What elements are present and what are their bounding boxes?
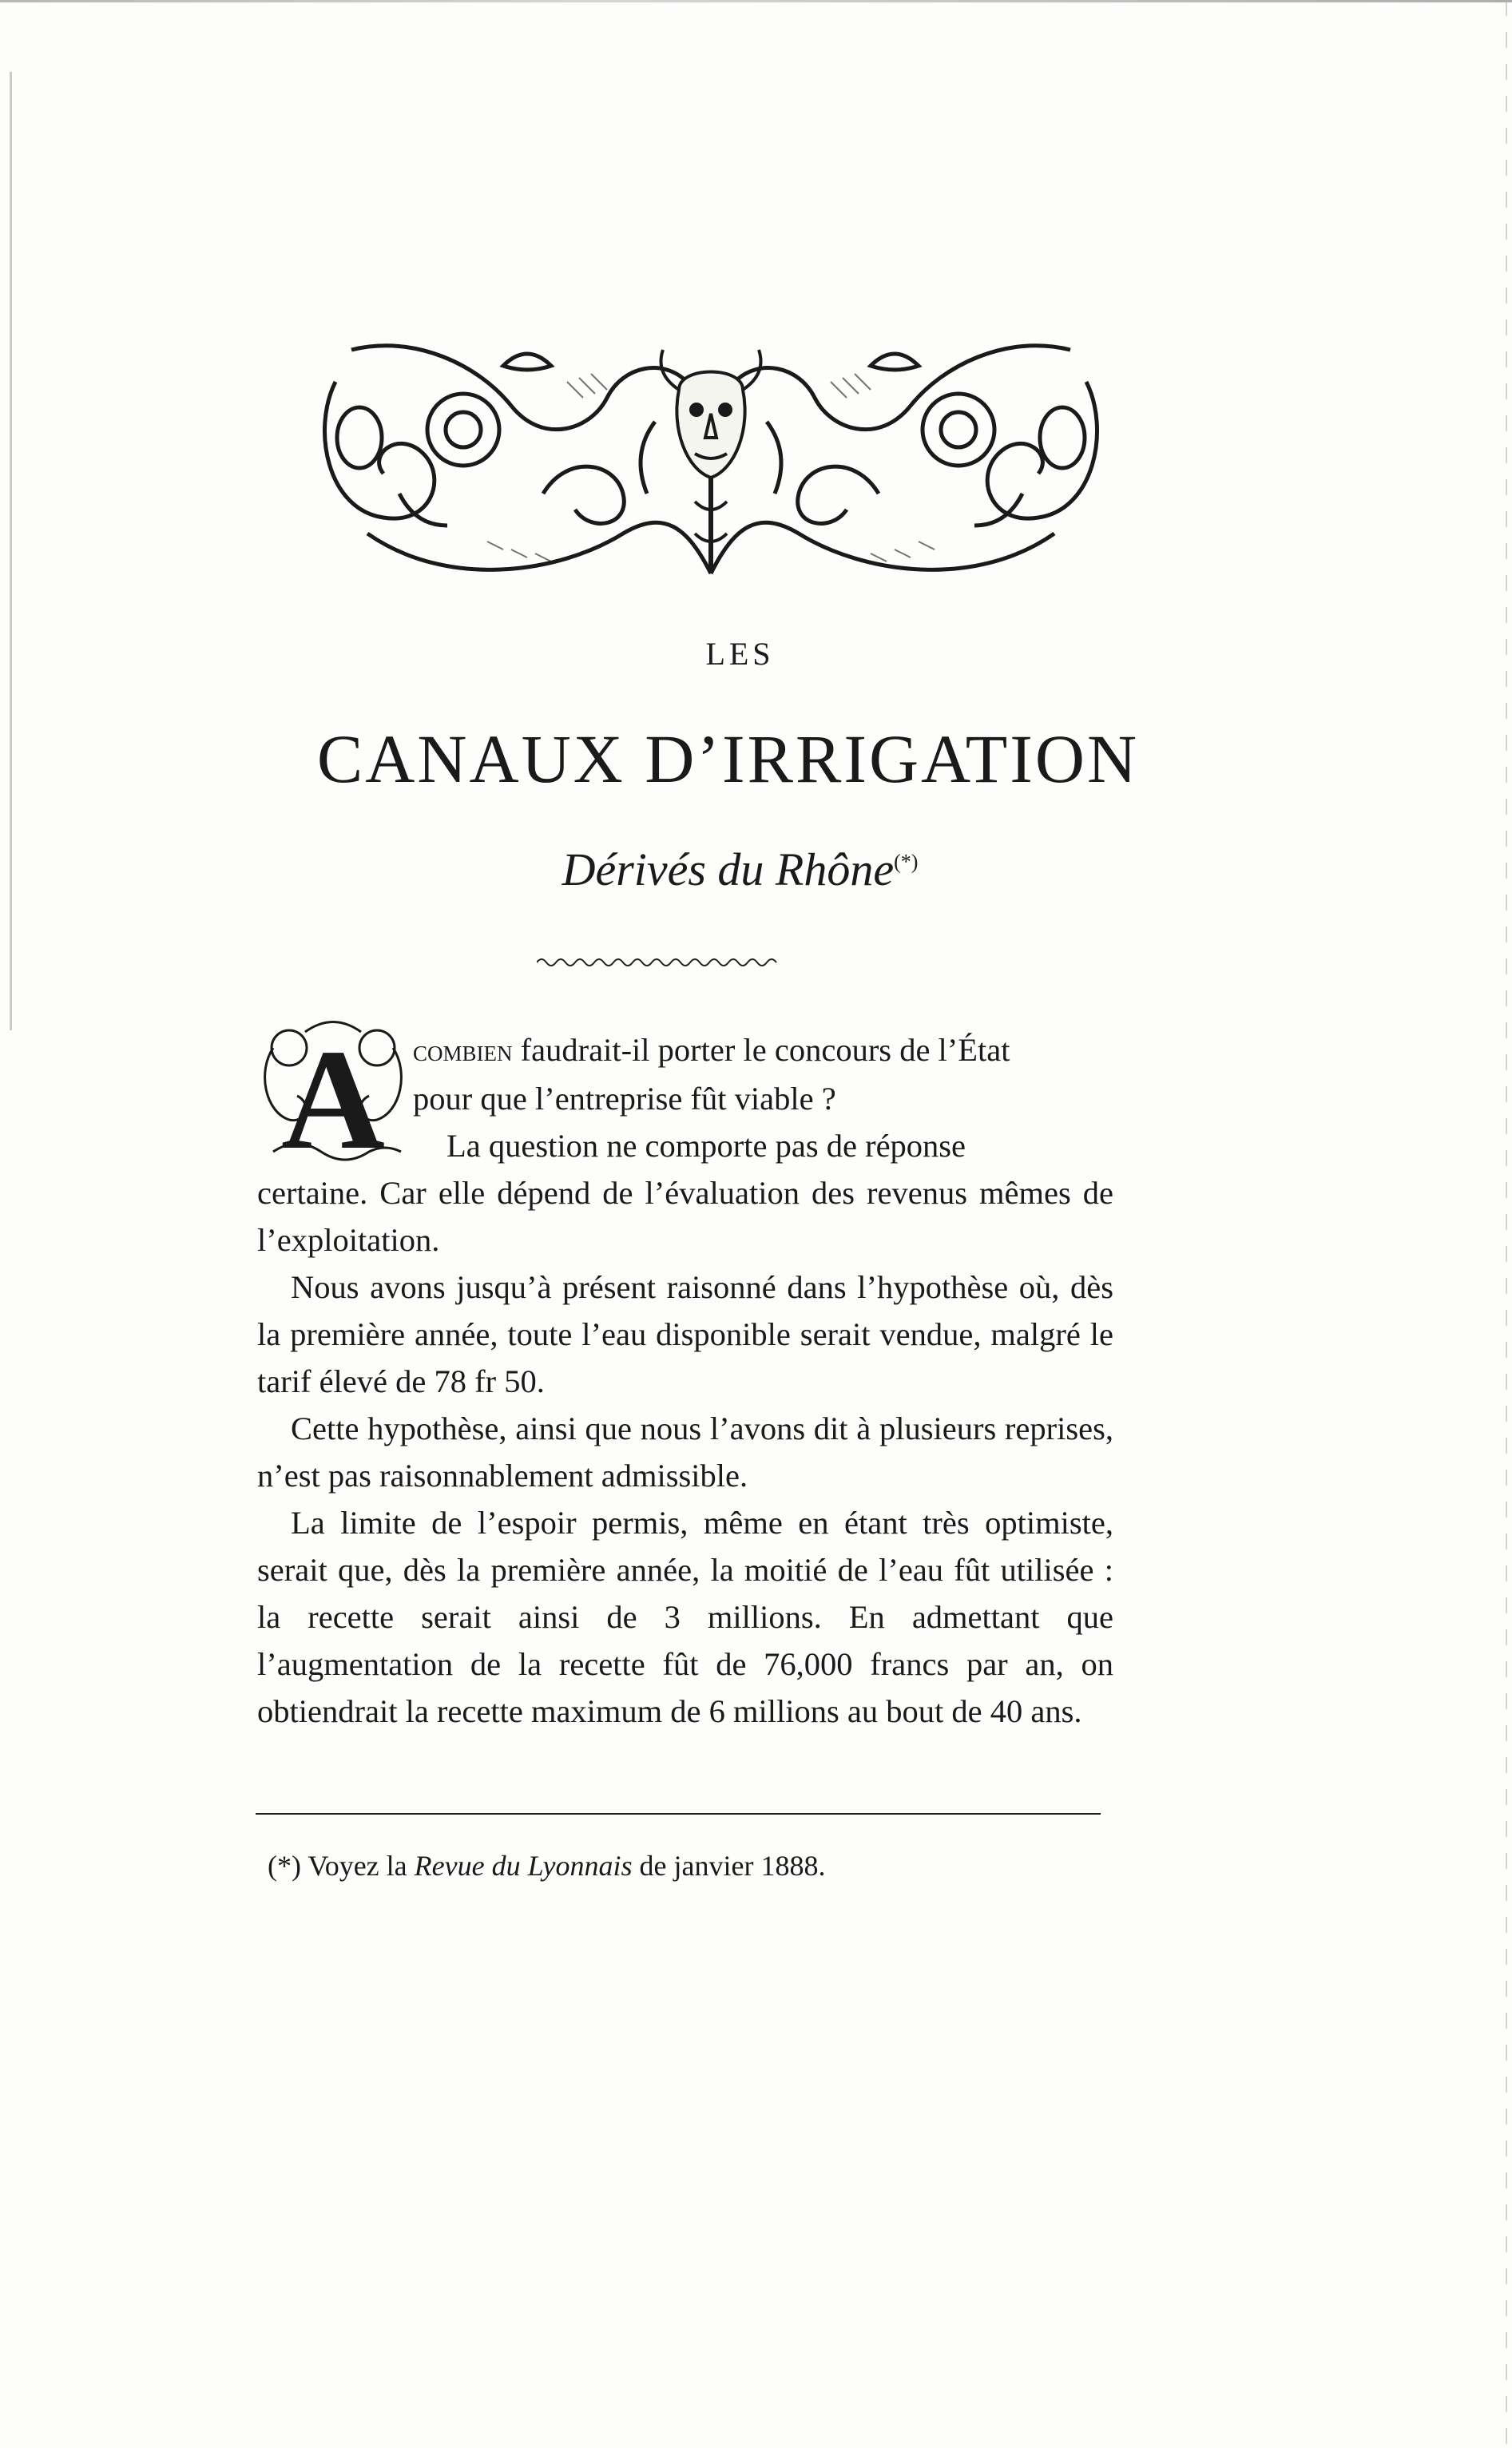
line-1-rest: faudrait-il porter le concours de l’État	[520, 1032, 1010, 1068]
paragraph-1-continuation: certaine. Car elle dépend de l’évaluation des revenus mêmes de l’exploitation.	[257, 1175, 1113, 1258]
footnote	[268, 1849, 825, 1883]
line-2: pour que l’entreprise fût viable ?	[413, 1081, 836, 1117]
scan-edge-right	[1506, 0, 1507, 2448]
opening-word: combien	[413, 1034, 513, 1068]
headpiece-ornament-icon	[304, 334, 1118, 589]
dropcap-text: A	[281, 1020, 385, 1168]
footnote-prefix: Voyez la	[308, 1850, 407, 1882]
squiggle-divider-icon	[537, 954, 783, 970]
subtitle	[0, 843, 1512, 896]
footnote-suffix: de janvier 1888.	[639, 1850, 826, 1882]
page-title: CANAUX D’IRRIGATION	[316, 720, 1140, 797]
paragraph-1-opening	[257, 1026, 1113, 1169]
body-text	[257, 1026, 1113, 1735]
subtitle-footnote-mark: (*)	[894, 850, 919, 874]
paragraph-3: Cette hypothèse, ainsi que nous l’avons dit à plusieurs reprises, n’est pas raisonnablement admissible.	[257, 1410, 1113, 1494]
subtitle-text: Dérivés du Rhône	[562, 843, 895, 895]
footnote-journal: Revue du Lyonnais	[414, 1850, 633, 1882]
line-3: La question ne comporte pas de réponse	[446, 1128, 966, 1164]
paragraph-2: Nous avons jusqu’à présent raisonné dans l’hypothèse où, dès la première année, toute l’eau disponible serait vendue, malgré le tarif élevé de 78 fr 50.	[257, 1269, 1113, 1399]
ornamental-headpiece	[304, 334, 1118, 589]
title-kicker: LES	[705, 636, 775, 672]
footnote-divider	[256, 1813, 1101, 1815]
footnote-mark: (*)	[268, 1850, 301, 1882]
scan-edge-top	[0, 0, 1512, 2]
paragraph-4: La limite de l’espoir permis, même en étant très optimiste, serait que, dès la première année, la moitié de l’eau fût utilisée : la recette serait ainsi de 3 millions. En admettant que l’augmentation de la recette fût de 76,000 francs par an, on obtiendrait la recette maximum de 6 millions au bout de 40 ans.	[257, 1505, 1113, 1729]
